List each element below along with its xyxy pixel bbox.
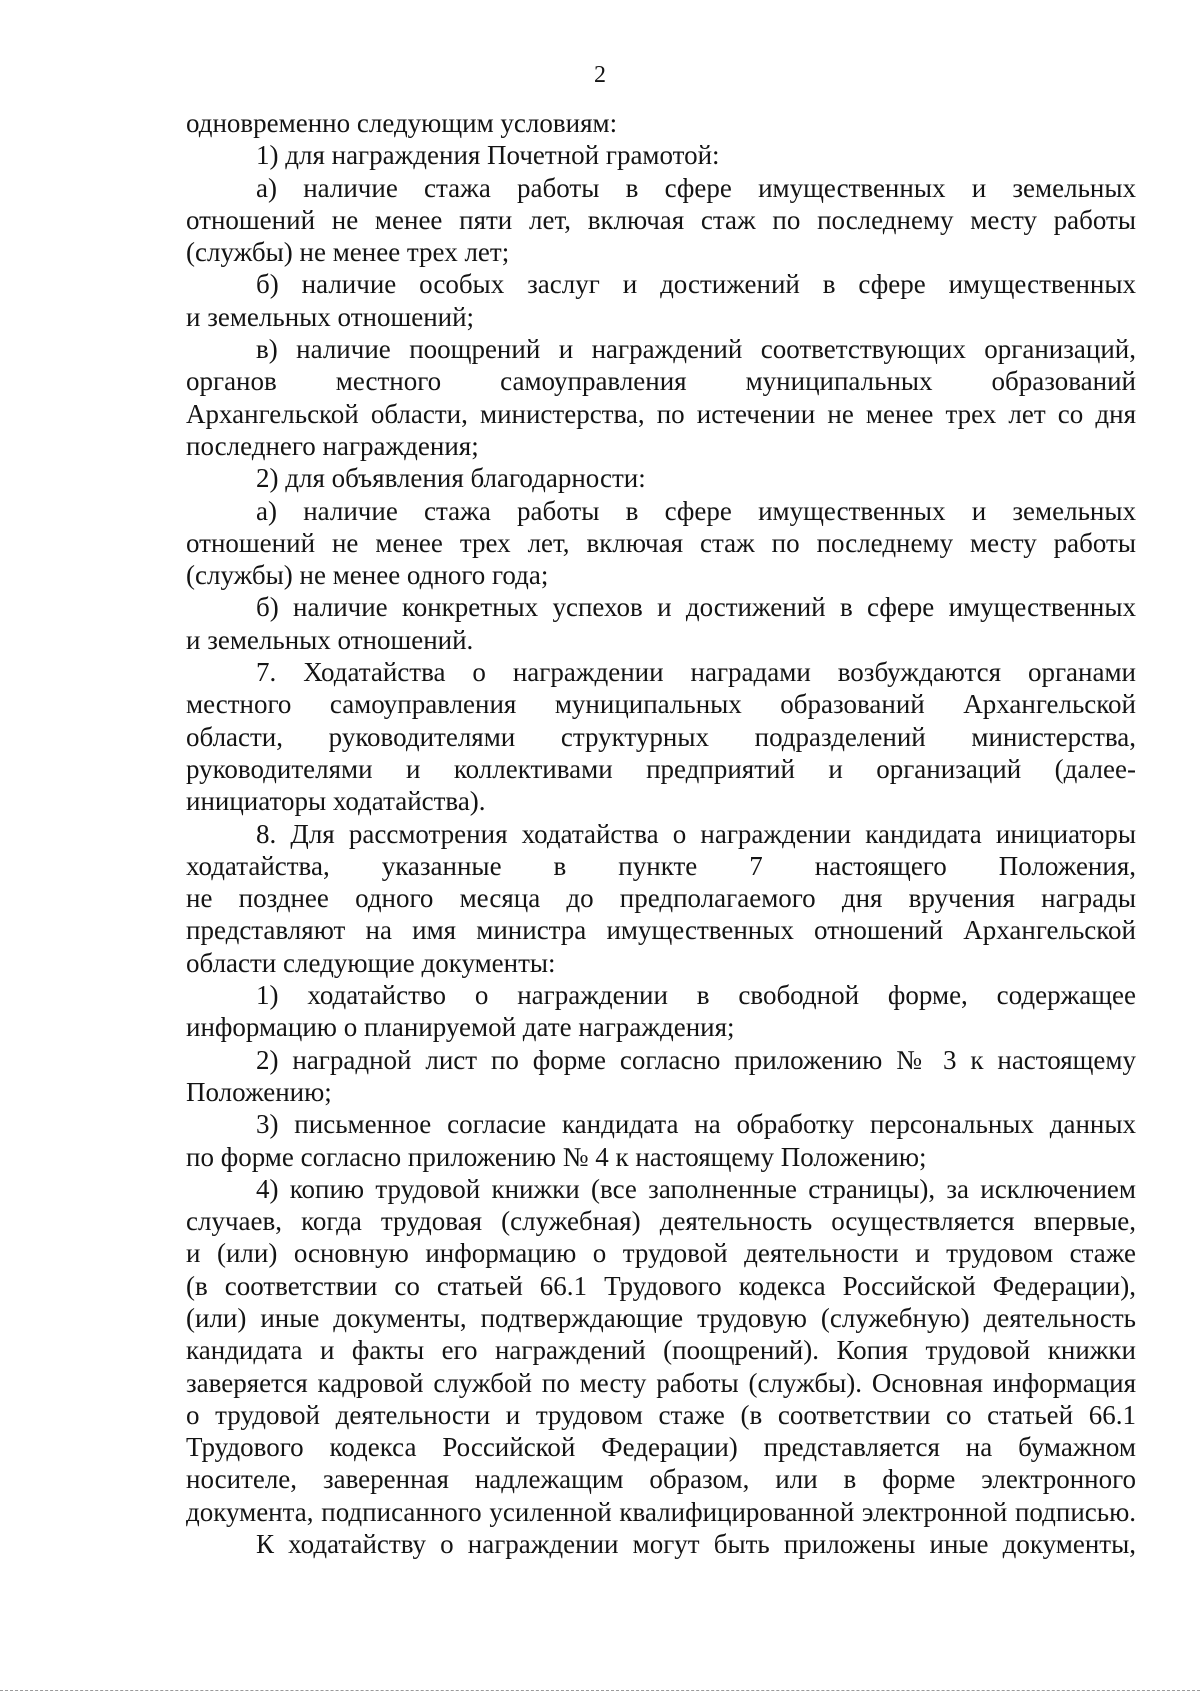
text-line: отношений не менее пяти лет, включая стаж по последнему месту работы	[186, 204, 1136, 235]
text-line: а) наличие стажа работы в сфере имущественных и земельных	[256, 172, 1136, 203]
text-line: 8. Для рассмотрения ходатайства о награждении кандидата инициаторы	[256, 818, 1136, 849]
scan-edge-line	[0, 1690, 1200, 1691]
text-line: ходатайства, указанные в пункте 7 настоящего Положения,	[186, 850, 1136, 881]
text-line: (в соответствии со статьей 66.1 Трудового кодекса Российской Федерации),	[186, 1270, 1136, 1301]
text-line: в) наличие поощрений и награждений соответствующих организаций,	[256, 334, 1136, 365]
text-line: руководителями и коллективами предприятий и организаций (далее-	[186, 753, 1136, 784]
text-line: области следующие документы:	[186, 947, 556, 978]
text-line: по форме согласно приложению № 4 к настоящему Положению;	[186, 1141, 927, 1172]
text-line: носителе, заверенная надлежащим образом, или в форме электронного	[186, 1464, 1136, 1495]
text-line: кандидата и факты его награждений (поощрений). Копия трудовой книжки	[186, 1335, 1136, 1366]
text-line: а) наличие стажа работы в сфере имущественных и земельных	[256, 495, 1136, 526]
text-line: 7. Ходатайства о награждении наградами возбуждаются органами	[256, 657, 1136, 688]
text-line: не позднее одного месяца до предполагаемого дня вручения награды	[186, 883, 1136, 914]
text-line: (службы) не менее одного года;	[186, 560, 549, 591]
text-line: 4) копию трудовой книжки (все заполненные страницы), за исключением	[256, 1173, 1136, 1204]
text-line: 3) письменное согласие кандидата на обработку персональных данных	[256, 1109, 1136, 1140]
text-line: о трудовой деятельности и трудовом стаже (в соответствии со статьей 66.1	[186, 1399, 1136, 1430]
text-line: 1) ходатайство о награждении в свободной форме, содержащее	[256, 980, 1136, 1011]
text-line: Архангельской области, министерства, по истечении не менее трех лет со дня	[186, 398, 1136, 429]
text-line: инициаторы ходатайства).	[186, 786, 486, 817]
text-line: информацию о планируемой дате награждения;	[186, 1012, 735, 1043]
text-line: последнего награждения;	[186, 430, 479, 461]
document-body	[186, 107, 1136, 1560]
text-line: одновременно следующим условиям:	[186, 108, 618, 138]
text-line: б) наличие конкретных успехов и достижений в сфере имущественных	[256, 592, 1136, 623]
text-line: заверяется кадровой службой по месту работы (службы). Основная информация	[186, 1367, 1136, 1398]
text-line: Положению;	[186, 1076, 332, 1107]
text-line: представляют на имя министра имущественных отношений Архангельской	[186, 915, 1136, 946]
text-line: местного самоуправления муниципальных образований Архангельской	[186, 689, 1136, 720]
page-number: 2	[594, 62, 606, 88]
text-line: документа, подписанного усиленной квалифицированной электронной подписью.	[186, 1496, 1136, 1527]
text-line: К ходатайству о награждении могут быть приложены иные документы,	[256, 1529, 1136, 1560]
text-line: б) наличие особых заслуг и достижений в сфере имущественных	[256, 269, 1136, 300]
text-line: 2) для объявления благодарности:	[256, 463, 646, 494]
text-line: области, руководителями структурных подразделений министерства,	[186, 721, 1136, 752]
text-line: органов местного самоуправления муниципальных образований	[186, 366, 1136, 397]
text-line: 1) для награждения Почетной грамотой:	[256, 140, 720, 171]
text-line: отношений не менее трех лет, включая стаж по последнему месту работы	[186, 527, 1136, 558]
text-line: и земельных отношений;	[186, 301, 475, 332]
text-line: (службы) не менее трех лет;	[186, 237, 510, 268]
text-line: случаев, когда трудовая (служебная) деятельность осуществляется впервые,	[186, 1206, 1136, 1237]
text-line: и земельных отношений.	[186, 624, 474, 655]
text-line: Трудового кодекса Российской Федерации) представляется на бумажном	[186, 1432, 1136, 1463]
text-line: и (или) основную информацию о трудовой деятельности и трудовом стаже	[186, 1238, 1136, 1269]
text-line: (или) иные документы, подтверждающие трудовую (служебную) деятельность	[186, 1302, 1136, 1333]
text-line: 2) наградной лист по форме согласно приложению № 3 к настоящему	[256, 1044, 1136, 1075]
